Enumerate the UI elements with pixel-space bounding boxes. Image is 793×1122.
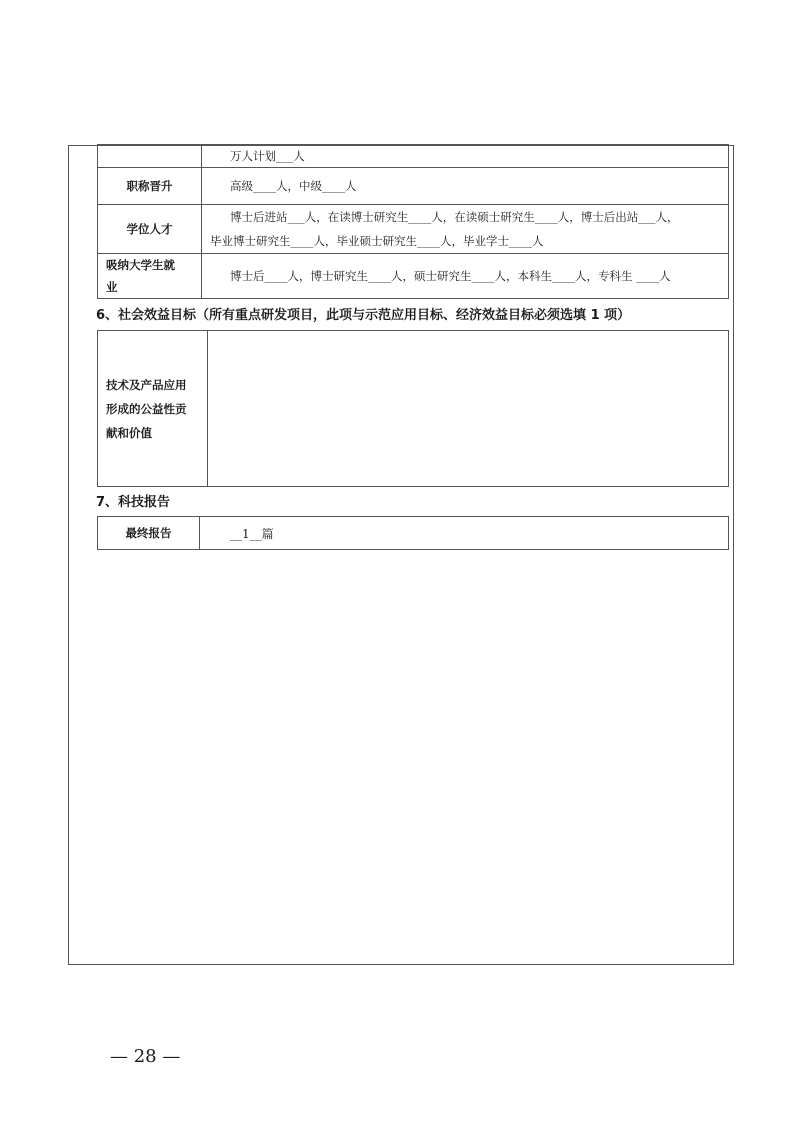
tech-report-table xyxy=(97,516,729,550)
table-row xyxy=(98,168,729,205)
row-value[interactable] xyxy=(202,205,729,254)
label-line: 吸纳大学生就 xyxy=(106,258,175,272)
table-row xyxy=(98,205,729,254)
social-benefit-value-field[interactable] xyxy=(208,331,729,487)
final-report-value-field[interactable]: __1__篇 xyxy=(200,517,729,550)
row-line: 毕业博士研究生____人，毕业硕士研究生____人，毕业学士____人 xyxy=(210,234,544,248)
table-row xyxy=(98,331,729,487)
row-line: 博士后____人，博士研究生____人，硕士研究生____人，本科生____人，专科生 ____人 xyxy=(230,269,671,283)
table-row xyxy=(98,145,729,168)
section6-heading: 6、社会效益目标（所有重点研发项目，此项与示范应用目标、经济效益目标必须选填 1 项） xyxy=(96,308,631,323)
row-line: 博士后进站___人，在读博士研究生____人，在读硕士研究生____人，博士后出站___人， xyxy=(230,210,679,224)
social-benefit-table xyxy=(97,330,729,487)
talent-table xyxy=(97,144,729,299)
page-number: — 28 — xyxy=(110,1046,181,1067)
row-value[interactable] xyxy=(202,168,729,205)
row-label-empty xyxy=(98,145,202,168)
table-row xyxy=(98,254,729,299)
social-benefit-label xyxy=(98,331,208,487)
row-label-title-promotion: 职称晋升 xyxy=(98,168,202,205)
label-line: 献和价值 xyxy=(106,425,152,440)
row-line: 万人计划___人 xyxy=(230,149,305,163)
label-line: 技术及产品应用 xyxy=(106,377,187,392)
label-line: 业 xyxy=(106,280,118,294)
row-label-graduate-employment xyxy=(98,254,202,299)
row-label-degree-talent: 学位人才 xyxy=(98,205,202,254)
label-line: 形成的公益性贡 xyxy=(106,401,187,416)
table-row xyxy=(98,517,729,550)
row-line: 高级____人，中级____人 xyxy=(230,179,357,193)
section7-heading: 7、科技报告 xyxy=(96,495,171,510)
row-value[interactable] xyxy=(202,145,729,168)
row-value[interactable] xyxy=(202,254,729,299)
final-report-label: 最终报告 xyxy=(98,517,200,550)
